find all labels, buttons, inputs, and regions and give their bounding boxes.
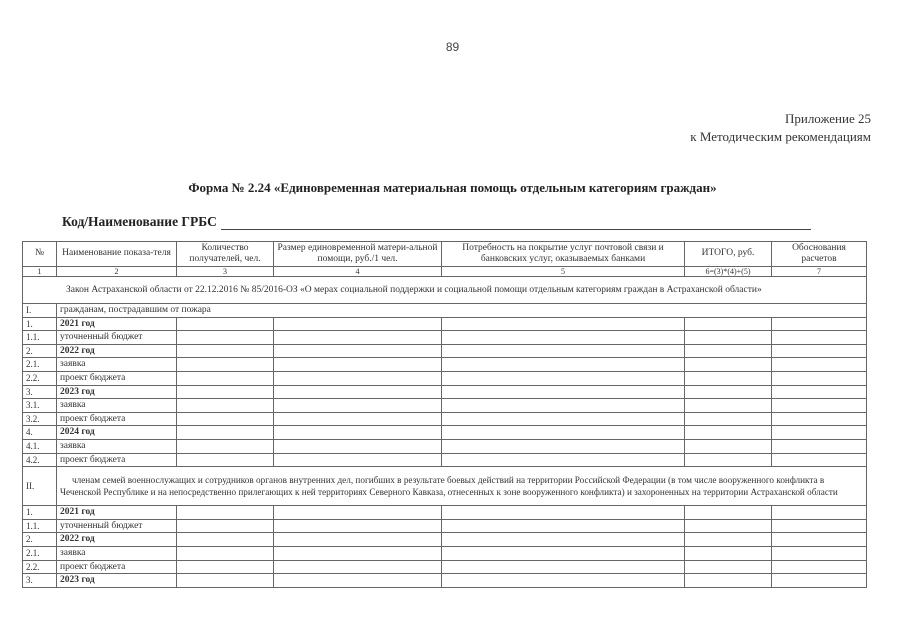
empty-cell[interactable]: [274, 399, 442, 413]
form-title: Форма № 2.24 «Единовременная материальная помощь отдельным категориям граждан»: [188, 180, 717, 195]
empty-cell[interactable]: [274, 344, 442, 358]
colnum: 2: [57, 267, 177, 277]
empty-cell[interactable]: [685, 439, 772, 453]
empty-cell[interactable]: [685, 399, 772, 413]
table-row: [23, 371, 867, 385]
empty-cell[interactable]: [177, 533, 274, 547]
empty-cell[interactable]: [177, 344, 274, 358]
empty-cell[interactable]: [772, 439, 867, 453]
empty-cell[interactable]: [772, 546, 867, 560]
empty-cell[interactable]: [177, 426, 274, 440]
empty-cell[interactable]: [685, 453, 772, 467]
empty-cell[interactable]: [442, 574, 685, 588]
row-number: 2.: [23, 533, 57, 547]
empty-cell[interactable]: [177, 385, 274, 399]
empty-cell[interactable]: [685, 533, 772, 547]
empty-cell[interactable]: [177, 546, 274, 560]
empty-cell[interactable]: [772, 385, 867, 399]
row-indicator: заявка: [57, 399, 177, 413]
table-row: [23, 344, 867, 358]
empty-cell[interactable]: [274, 426, 442, 440]
empty-cell[interactable]: [772, 317, 867, 331]
table-row: [23, 506, 867, 520]
row-indicator: заявка: [57, 439, 177, 453]
row-indicator: 2023 год: [57, 385, 177, 399]
row-number: 2.1.: [23, 358, 57, 372]
table-row: [23, 533, 867, 547]
empty-cell[interactable]: [274, 358, 442, 372]
empty-cell[interactable]: [274, 331, 442, 345]
colnum: 3: [177, 267, 274, 277]
empty-cell[interactable]: [177, 506, 274, 520]
empty-cell[interactable]: [274, 533, 442, 547]
row-indicator: заявка: [57, 546, 177, 560]
row-number: 2.: [23, 344, 57, 358]
row-indicator: 2023 год: [57, 574, 177, 588]
row-number: 3.: [23, 385, 57, 399]
colnum: 5: [442, 267, 685, 277]
empty-cell[interactable]: [177, 519, 274, 533]
row-number: 4.1.: [23, 439, 57, 453]
empty-cell[interactable]: [177, 399, 274, 413]
colnum: 6=(3)*(4)+(5): [685, 267, 772, 277]
row-number: 2.2.: [23, 560, 57, 574]
empty-cell[interactable]: [442, 519, 685, 533]
row-indicator: 2022 год: [57, 533, 177, 547]
empty-cell[interactable]: [772, 560, 867, 574]
empty-cell[interactable]: [442, 399, 685, 413]
table-row: [23, 331, 867, 345]
header-total: ИТОГО, руб.: [685, 242, 772, 267]
empty-cell[interactable]: [442, 371, 685, 385]
empty-cell[interactable]: [772, 519, 867, 533]
empty-cell[interactable]: [274, 412, 442, 426]
colnum: 1: [23, 267, 57, 277]
empty-cell[interactable]: [442, 439, 685, 453]
row-number: 4.: [23, 426, 57, 440]
section-text: членам семей военнослужащих и сотрудников органов внутренних дел, погибших в результате боевых действий на территории Российской Федерации (в том числе вооруженного конфликта в Чеченской Республике и на непосредственно прилегающих к ней территориях Северного Кавказа, отнесенных к зоне вооруженного конфликта) и захороненных на территории Астраханской области: [57, 467, 867, 506]
row-number: 4.2.: [23, 453, 57, 467]
row-indicator: проект бюджета: [57, 412, 177, 426]
empty-cell[interactable]: [177, 317, 274, 331]
table-row: [23, 304, 867, 318]
table-row: [23, 412, 867, 426]
empty-cell[interactable]: [274, 385, 442, 399]
empty-cell[interactable]: [685, 560, 772, 574]
row-number: 2.2.: [23, 371, 57, 385]
form-table: [22, 241, 867, 588]
empty-cell[interactable]: [442, 385, 685, 399]
empty-cell[interactable]: [442, 560, 685, 574]
empty-cell[interactable]: [685, 385, 772, 399]
row-number: 1.: [23, 506, 57, 520]
row-indicator: 2024 год: [57, 426, 177, 440]
table-row: [23, 439, 867, 453]
row-indicator: уточненный бюджет: [57, 331, 177, 345]
row-number: 1.1.: [23, 519, 57, 533]
empty-cell[interactable]: [685, 358, 772, 372]
empty-cell[interactable]: [772, 331, 867, 345]
empty-cell[interactable]: [274, 371, 442, 385]
table-row: [23, 560, 867, 574]
empty-cell[interactable]: [685, 317, 772, 331]
colnum: 7: [772, 267, 867, 277]
empty-cell[interactable]: [177, 560, 274, 574]
law-text: Закон Астраханской области от 22.12.2016 № 85/2016-ОЗ «О мерах социальной поддержки и социальной помощи отдельным категориям граждан в Астраханской области»: [23, 277, 867, 304]
table-row: [23, 546, 867, 560]
empty-cell[interactable]: [177, 439, 274, 453]
row-indicator: заявка: [57, 358, 177, 372]
empty-cell[interactable]: [177, 574, 274, 588]
empty-cell[interactable]: [772, 399, 867, 413]
header-indicator: Наименование показа-теля: [57, 242, 177, 267]
empty-cell[interactable]: [442, 453, 685, 467]
empty-cell[interactable]: [685, 519, 772, 533]
law-row: [23, 277, 867, 304]
empty-cell[interactable]: [274, 439, 442, 453]
row-indicator: гражданам, пострадавшим от пожара: [57, 304, 867, 318]
row-number: 2.1.: [23, 546, 57, 560]
table-row: [23, 574, 867, 588]
table-row: [23, 453, 867, 467]
empty-cell[interactable]: [685, 426, 772, 440]
empty-cell[interactable]: [685, 344, 772, 358]
empty-cell[interactable]: [685, 506, 772, 520]
empty-cell[interactable]: [177, 453, 274, 467]
table-row: [23, 317, 867, 331]
empty-cell[interactable]: [442, 546, 685, 560]
empty-cell[interactable]: [442, 533, 685, 547]
appendix-line-2: к Методическим рекомендациям: [690, 129, 871, 144]
empty-cell[interactable]: [274, 453, 442, 467]
empty-cell[interactable]: [772, 453, 867, 467]
empty-cell[interactable]: [177, 412, 274, 426]
empty-cell[interactable]: [685, 574, 772, 588]
empty-cell[interactable]: [442, 358, 685, 372]
empty-cell[interactable]: [442, 331, 685, 345]
header-aid-size: Размер единовременной матери-альной помощи, руб./1 чел.: [274, 242, 442, 267]
row-indicator: 2021 год: [57, 317, 177, 331]
row-indicator: проект бюджета: [57, 371, 177, 385]
table-row: [23, 385, 867, 399]
row-indicator: 2022 год: [57, 344, 177, 358]
grbs-blank-line[interactable]: [221, 215, 811, 230]
row-indicator: проект бюджета: [57, 453, 177, 467]
header-row: [23, 242, 867, 267]
empty-cell[interactable]: [685, 371, 772, 385]
grbs-label: Код/Наименование ГРБС: [62, 214, 217, 229]
row-number: I.: [23, 304, 57, 318]
header-recipients: Количество получателей, чел.: [177, 242, 274, 267]
row-indicator: уточненный бюджет: [57, 519, 177, 533]
empty-cell[interactable]: [177, 371, 274, 385]
table-row: [23, 519, 867, 533]
grbs-field: [62, 214, 811, 230]
row-number: 1.: [23, 317, 57, 331]
section-row: [23, 467, 867, 506]
header-postal-bank: Потребность на покрытие услуг почтовой связи и банковских услуг, оказываемых банками: [442, 242, 685, 267]
row-number: 3.2.: [23, 412, 57, 426]
empty-cell[interactable]: [274, 546, 442, 560]
row-indicator: проект бюджета: [57, 560, 177, 574]
empty-cell[interactable]: [177, 331, 274, 345]
empty-cell[interactable]: [772, 371, 867, 385]
empty-cell[interactable]: [274, 560, 442, 574]
empty-cell[interactable]: [442, 344, 685, 358]
empty-cell[interactable]: [274, 574, 442, 588]
empty-cell[interactable]: [772, 344, 867, 358]
empty-cell[interactable]: [685, 412, 772, 426]
empty-cell[interactable]: [442, 506, 685, 520]
empty-cell[interactable]: [442, 317, 685, 331]
table-row: [23, 426, 867, 440]
row-number: 3.: [23, 574, 57, 588]
table-row: [23, 358, 867, 372]
section-number: II.: [23, 467, 57, 506]
empty-cell[interactable]: [685, 331, 772, 345]
empty-cell[interactable]: [442, 426, 685, 440]
empty-cell[interactable]: [772, 412, 867, 426]
header-justification: Обоснования расчетов: [772, 242, 867, 267]
empty-cell[interactable]: [685, 546, 772, 560]
empty-cell[interactable]: [772, 533, 867, 547]
appendix-note: [690, 110, 871, 146]
page-number: 89: [445, 40, 460, 54]
empty-cell[interactable]: [772, 506, 867, 520]
column-numbers-row: [23, 267, 867, 277]
empty-cell[interactable]: [274, 519, 442, 533]
row-number: 3.1.: [23, 399, 57, 413]
empty-cell[interactable]: [177, 358, 274, 372]
empty-cell[interactable]: [442, 412, 685, 426]
appendix-line-1: Приложение 25: [784, 111, 871, 126]
header-num: №: [23, 242, 57, 267]
row-number: 1.1.: [23, 331, 57, 345]
table-row: [23, 399, 867, 413]
empty-cell[interactable]: [274, 506, 442, 520]
empty-cell[interactable]: [772, 574, 867, 588]
empty-cell[interactable]: [772, 426, 867, 440]
empty-cell[interactable]: [772, 358, 867, 372]
row-indicator: 2021 год: [57, 506, 177, 520]
colnum: 4: [274, 267, 442, 277]
empty-cell[interactable]: [274, 317, 442, 331]
